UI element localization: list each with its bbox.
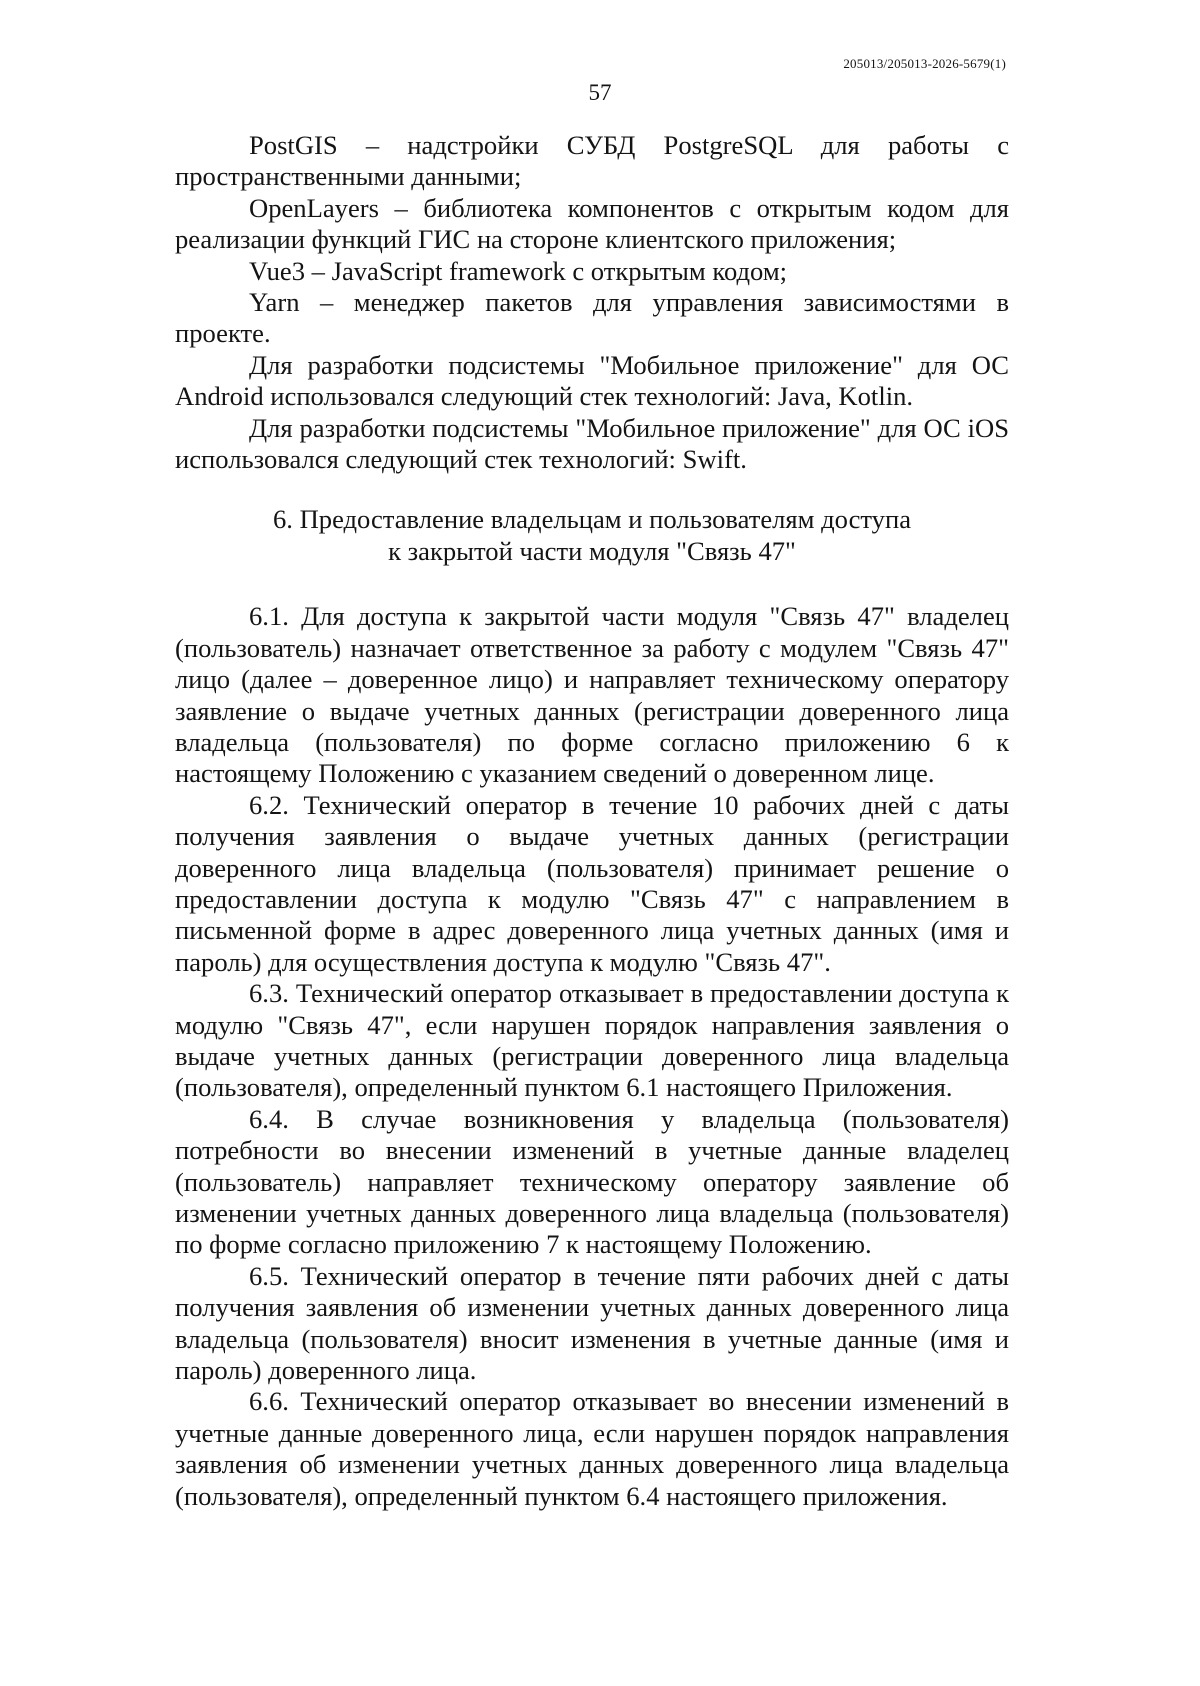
page-body [175,130,1009,1512]
paragraph-ios-stack: Для разработки подсистемы "Мобильное приложение" для ОС iOS использовался следующий стек технологий: Swift. [175,412,1009,475]
clause-6-6: 6.6. Технический оператор отказывает во внесении изменений в учетные данные доверенного лица, если нарушен порядок направления заявления об изменении учетных данных доверенного лица владельца (пользователя), определенный пунктом 6.4 настоящего приложения. [175,1386,1009,1511]
paragraph-openlayers: OpenLayers – библиотека компонентов с открытым кодом для реализации функций ГИС на стороне клиентского приложения; [175,192,1009,255]
page-number: 57 [588,80,612,105]
clause-6-2: 6.2. Технический оператор в течение 10 рабочих дней с даты получения заявления о выдаче учетных данных (регистрации доверенного лица владельца (пользователя) принимает решение о предоставлении доступа к модулю "Связь 47" с направлением в письменной форме в адрес доверенного лица учетных данных (имя и пароль) для осуществления доступа к модулю "Связь 47". [175,789,1009,977]
section-title-line-2: к закрытой части модуля "Связь 47" [388,535,796,566]
clause-6-1: 6.1. Для доступа к закрытой части модуля "Связь 47" владелец (пользователь) назначает ответственное за работу с модулем "Связь 47" лицо (далее – доверенное лицо) и направляет техническому оператору заявление о выдаче учетных данных (регистрации доверенного лица владельца (пользователя) по форме согласно приложению 6 к настоящему Положению с указанием сведений о доверенном лице. [175,601,1009,789]
paragraph-postgis: PostGIS – надстройки СУБД PostgreSQL для работы с пространственными данными; [175,130,1009,192]
clause-6-4: 6.4. В случае возникновения у владельца (пользователя) потребности во внесении изменений в учетные данные владелец (пользователь) направляет техническому оператору заявление об изменении учетных данных доверенного лица владельца (пользователя) по форме согласно приложению 7 к настоящему Положению. [175,1103,1009,1260]
section-title-line-1: 6. Предоставление владельцам и пользователям доступа [272,504,912,535]
paragraph-android-stack: Для разработки подсистемы "Мобильное приложение" для ОС Android использовался следующий стек технологий: Java, Kotlin. [175,349,1009,412]
clause-6-3: 6.3. Технический оператор отказывает в предоставлении доступа к модулю "Связь 47", если нарушен порядок направления заявления о выдаче учетных данных (регистрации доверенного лица владельца (пользователя), определенный пунктом 6.1 настоящего Приложения. [175,978,1009,1103]
paragraph-yarn: Yarn – менеджер пакетов для управления зависимостями в проекте. [175,287,1009,349]
document-id: 205013/205013-2026-5679(1) [843,56,1006,71]
clause-6-5: 6.5. Технический оператор в течение пяти рабочих дней с даты получения заявления об изменении учетных данных доверенного лица владельца (пользователя) вносит изменения в учетные данные (имя и пароль) доверенного лица. [175,1260,1009,1386]
section-heading [175,504,1009,567]
paragraph-vue3: Vue3 – JavaScript framework с открытым кодом; [249,255,788,286]
